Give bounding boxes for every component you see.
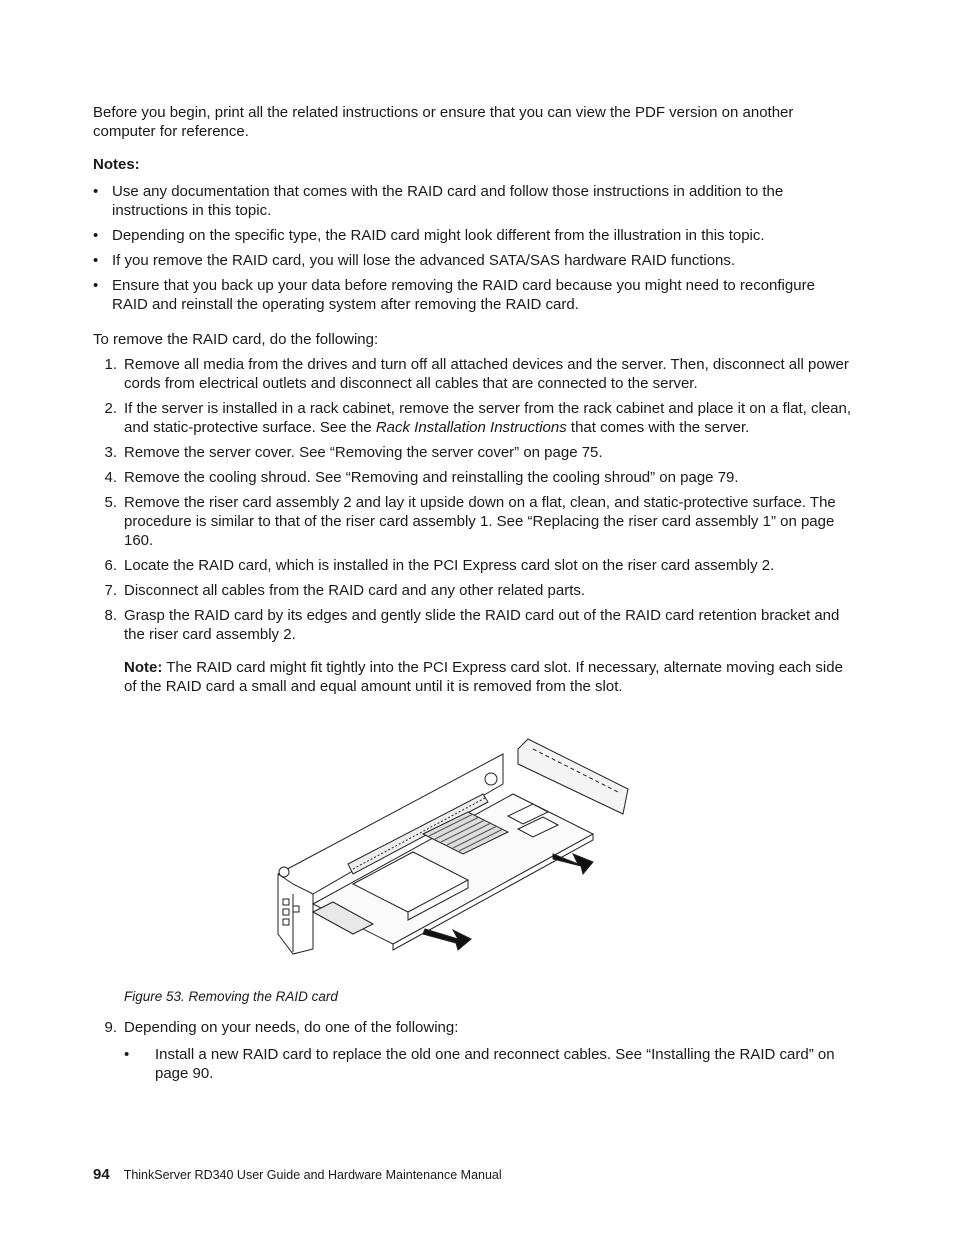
bullet-icon: • (93, 277, 99, 294)
step-item: 5. Remove the riser card assembly 2 and lay it upside down on a flat, clean, and static-protective surface. The procedure is similar to that of the riser card assembly 1. See “Replacing the riser card assembly 1” on page 160. (104, 494, 836, 549)
notes-heading: Notes: (93, 156, 140, 173)
notes-list (93, 182, 853, 314)
procedure-steps-continued (93, 1018, 853, 1083)
step-item: 3. Remove the server cover. See “Removing the server cover” on page 75. (104, 444, 603, 461)
manual-title: ThinkServer RD340 User Guide and Hardware Maintenance Manual (123, 1168, 502, 1182)
figure-caption: Figure 53. Removing the RAID card (124, 989, 338, 1004)
step-item: 4. Remove the cooling shroud. See “Removing and reinstalling the cooling shroud” on page 79. (104, 469, 739, 486)
page-body (93, 103, 853, 1089)
raid-card-illustration (253, 734, 638, 964)
step-item: 1. Remove all media from the drives and turn off all attached devices and the server. Then, disconnect all power cords from electrical outlets and disconnect all cables that are connected to the server. (104, 356, 849, 392)
bullet-icon: • (124, 1046, 130, 1063)
arrow-icon (423, 929, 471, 950)
step-item: 8. Grasp the RAID card by its edges and gently slide the RAID card out of the RAID card retention bracket and the riser card assembly 2. Note: The RAID card might fit tightly into the PCI Express card slot. If necessary, alternate moving each side of the RAID card a small and equal amount until it is removed from the slot. (93, 606, 853, 696)
step-item: 6. Locate the RAID card, which is installed in the PCI Express card slot on the riser card assembly 2. (104, 557, 775, 574)
intro-paragraph: Before you begin, print all the related instructions or ensure that you can view the PDF version on another computer for reference. (93, 104, 794, 140)
note-item: • Use any documentation that comes with the RAID card and follow those instructions in addition to the instructions in this topic. (93, 183, 784, 219)
step-item: 2. If the server is installed in a rack cabinet, remove the server from the rack cabinet and place it on a flat, clean, and static-protective surface. See the Rack Installation Instructions that comes with the server. (104, 400, 852, 436)
arrow-icon (553, 854, 593, 874)
bullet-icon: • (93, 227, 99, 244)
procedure-intro: To remove the RAID card, do the following: (93, 331, 379, 348)
bullet-icon: • (93, 252, 99, 269)
note-item: • Depending on the specific type, the RAID card might look different from the illustration in this topic. (93, 227, 765, 244)
step9-options (124, 1045, 853, 1083)
page-number: 94 (93, 1166, 110, 1183)
step-item: 9. Depending on your needs, do one of the following: • Install a new RAID card to replace the old one and reconnect cables. See “Installing the RAID card” on page 90. (93, 1018, 853, 1083)
raid-card-figure (93, 704, 853, 1004)
note-item: • Ensure that you back up your data before removing the RAID card because you might need to reconfigure RAID and reinstall the operating system after removing the RAID card. (93, 277, 815, 313)
note-item: • If you remove the RAID card, you will lose the advanced SATA/SAS hardware RAID functions. (93, 252, 736, 269)
step-item: 7. Disconnect all cables from the RAID card and any other related parts. (104, 582, 586, 599)
step-note: Note: The RAID card might fit tightly into the PCI Express card slot. If necessary, alternate moving each side of the RAID card a small and equal amount until it is removed from the slot. (124, 659, 843, 695)
procedure-steps (93, 355, 853, 696)
bullet-icon: • (93, 183, 99, 200)
option-item: • Install a new RAID card to replace the old one and reconnect cables. See “Installing the RAID card” on page 90. (124, 1046, 835, 1082)
rack-instructions-reference: Rack Installation Instructions (375, 419, 567, 436)
page-footer (93, 1166, 502, 1183)
